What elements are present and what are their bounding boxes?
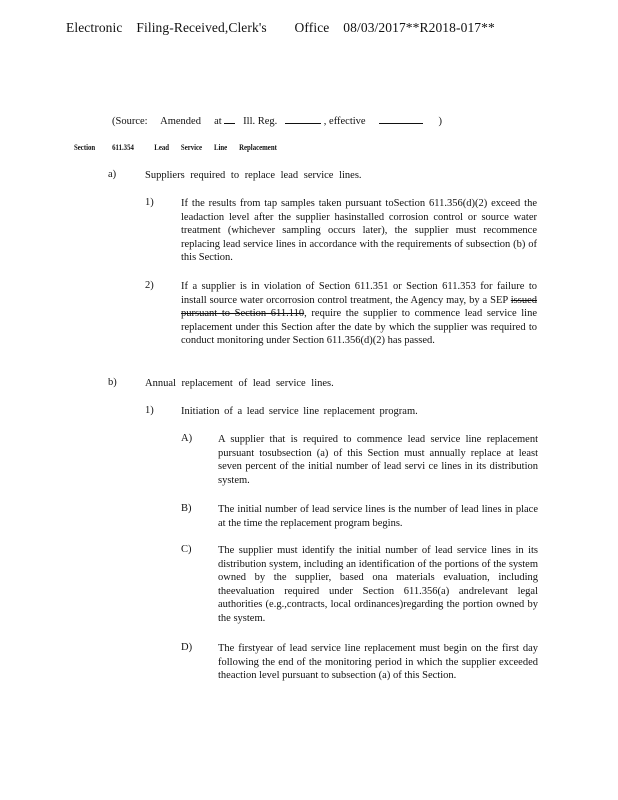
blank-volume bbox=[224, 113, 235, 124]
source-effective: , effective bbox=[323, 116, 366, 127]
subitem-C-text: The supplier must identify the initial number of lead service lines in its distribution system, including an identification of the portions of the system owned by the supplier, based ona materials evaluation, including theevaluation required under Section 611.356(a) andrelevant legal authorities (e.g.,contracts, local ordinances)regarding the portion owned by the system. bbox=[218, 545, 538, 624]
subsection-a-text: Suppliers required to replace lead service lines. bbox=[145, 170, 362, 181]
source-reg: Ill. Reg. bbox=[243, 116, 278, 127]
subitem-A-marker: A) bbox=[181, 433, 193, 444]
item-a2-text-before: If a supplier is in violation of Section 611.351 or Section 611.353 for failure to install source water orcorrosion control treatment, the Agency may, by a SEP bbox=[181, 281, 537, 306]
subitem-D-text: The firstyear of lead service line replacement must begin on the first day following the end of the monitoring period in which the supplier exceeded theaction level pursuant to subsection (a) of this Section. bbox=[218, 643, 538, 682]
header-part: 08/03/2017**R2018-017** bbox=[343, 20, 495, 35]
item-a2-text-after: , require the supplier to commence lead service line replacement under this Section after the date by which the supplier was required to conduct monitoring under Section 611.356(d)(2) has passed. bbox=[181, 308, 537, 347]
source-at: at bbox=[214, 116, 222, 127]
header-part: Filing-Received,Clerk's bbox=[136, 20, 267, 35]
section-title-word: Line bbox=[213, 143, 228, 152]
header-part: Office bbox=[294, 20, 330, 35]
section-title-word: Replacement bbox=[239, 143, 277, 152]
subitem-B-marker: B) bbox=[181, 503, 192, 514]
section-label: Section bbox=[74, 143, 96, 152]
source-close: ) bbox=[438, 116, 442, 127]
item-a2-marker: 2) bbox=[145, 280, 154, 291]
item-a1-marker: 1) bbox=[145, 197, 154, 208]
section-heading bbox=[74, 143, 277, 152]
item-b1-marker: 1) bbox=[145, 405, 154, 416]
item-a2-text bbox=[181, 280, 537, 348]
item-a1-text: If the results from tap samples taken pursuant toSection 611.356(d)(2) exceed the leadaction level after the supplier hasinstalled corrosion control or source water treatment (whichever sampling occurs later), the supplier must recommence replacing lead service lines in accordance with the requirements of subsection (b) of this Section. bbox=[181, 198, 537, 264]
subitem-B-text: The initial number of lead service lines is the number of lead lines in place at the time the replacement program begins. bbox=[218, 504, 538, 529]
blank-page bbox=[285, 113, 321, 124]
source-amended: Amended bbox=[160, 116, 201, 127]
item-a2-struck-text: issued pursuant to Section 611.110 bbox=[181, 294, 538, 320]
section-title-word: Lead bbox=[154, 143, 170, 152]
source-open: (Source: bbox=[112, 116, 148, 127]
subsection-a-marker: a) bbox=[108, 169, 117, 180]
filing-header bbox=[66, 20, 495, 36]
header-part: Electronic bbox=[66, 20, 123, 35]
blank-date bbox=[379, 113, 423, 124]
section-number: 611.354 bbox=[112, 143, 134, 152]
subsection-b-marker: b) bbox=[108, 377, 117, 388]
subitem-C-marker: C) bbox=[181, 544, 192, 555]
section-title-word: Service bbox=[180, 143, 203, 152]
source-line bbox=[112, 113, 442, 127]
subitem-A-text: A supplier that is required to commence lead service line replacement pursuant tosubsection (a) of this Section must annually replace at least seven percent of the initial number of lead servi ce lines in its distribution system. bbox=[218, 434, 538, 486]
subsection-b-text: Annual replacement of lead service lines. bbox=[145, 378, 334, 389]
subitem-D-marker: D) bbox=[181, 642, 193, 653]
item-b1-text: Initiation of a lead service line replacement program. bbox=[181, 406, 418, 417]
